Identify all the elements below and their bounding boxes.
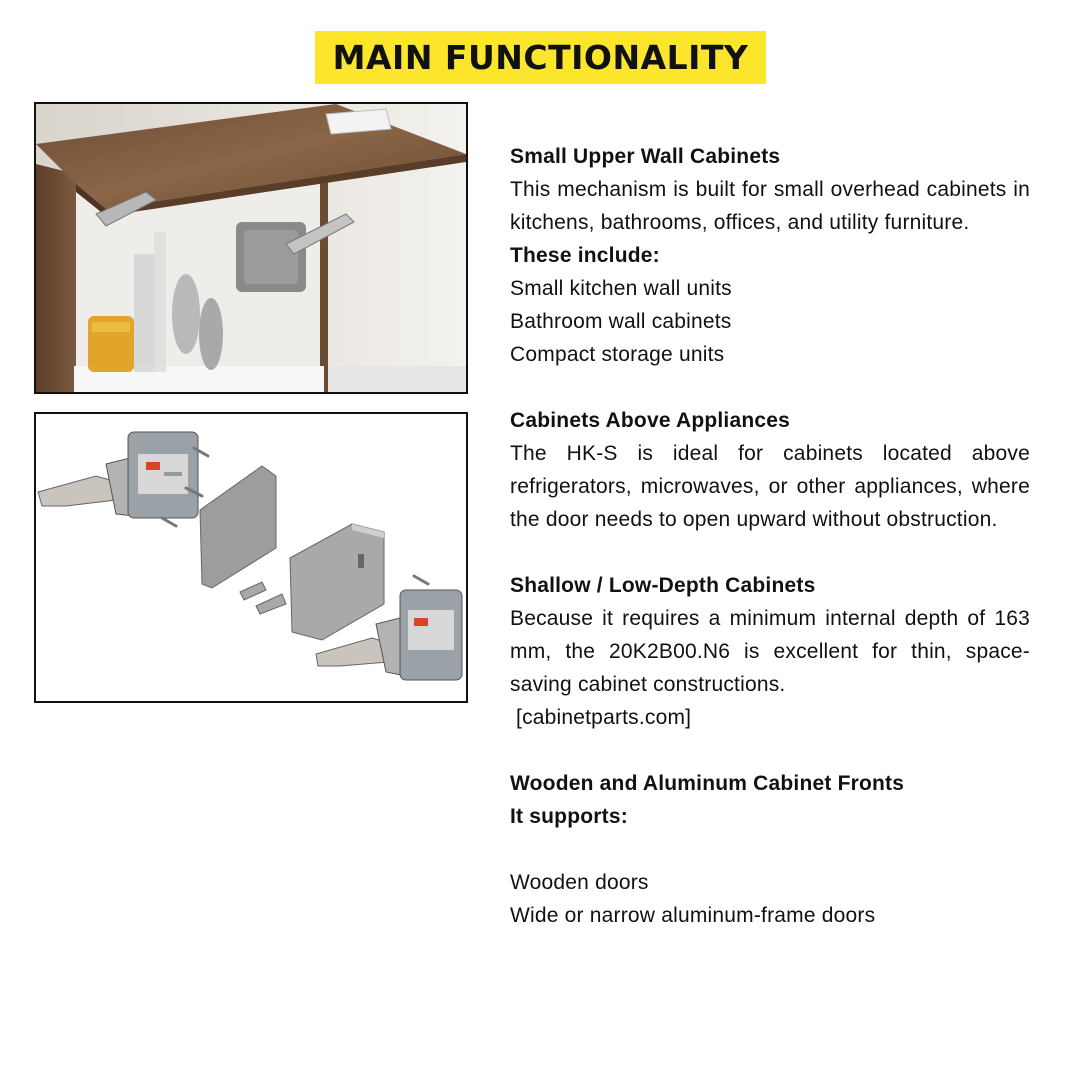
- list-item: Compact storage units: [510, 343, 725, 366]
- spacer: [510, 371, 1030, 404]
- list-item: Bathroom wall cabinets: [510, 310, 732, 333]
- source-link[interactable]: [cabinetparts.com]: [510, 706, 692, 729]
- title-wrap: [0, 31, 1081, 84]
- cabinet-photo-illustration: [36, 104, 466, 392]
- section-body: This mechanism is built for small overhead cabinets in kitchens, bathrooms, offices, and utility furniture.: [510, 178, 1030, 234]
- spacer: [510, 536, 1030, 569]
- spacer: [510, 734, 1030, 767]
- section-heading: Wooden and Aluminum Cabinet Fronts: [510, 772, 905, 795]
- list-item: Small kitchen wall units: [510, 277, 732, 300]
- section-subheading: It supports:: [510, 805, 628, 828]
- page-title: MAIN FUNCTIONALITY: [315, 31, 767, 84]
- section-body: Because it requires a minimum internal depth of 163 mm, the 20K2B00.N6 is excellent for thin, space-saving cabinet constructions.: [510, 607, 1030, 696]
- list-item: Wide or narrow aluminum-frame doors: [510, 904, 876, 927]
- content-column: [510, 140, 1030, 932]
- section-body: The HK-S is ideal for cabinets located above refrigerators, microwaves, or other appliances, where the door needs to open upward without obstruction.: [510, 442, 1030, 531]
- list-item: Wooden doors: [510, 871, 649, 894]
- section-heading: Shallow / Low-Depth Cabinets: [510, 574, 816, 597]
- cabinet-lift-installed-photo: [34, 102, 468, 394]
- spacer: [510, 833, 1030, 866]
- parts-illustration: [36, 414, 466, 701]
- section-heading: Cabinets Above Appliances: [510, 409, 791, 432]
- section-heading: Small Upper Wall Cabinets: [510, 145, 781, 168]
- lift-mechanism-parts-exploded-view: [34, 412, 468, 703]
- section-subheading: These include:: [510, 244, 660, 267]
